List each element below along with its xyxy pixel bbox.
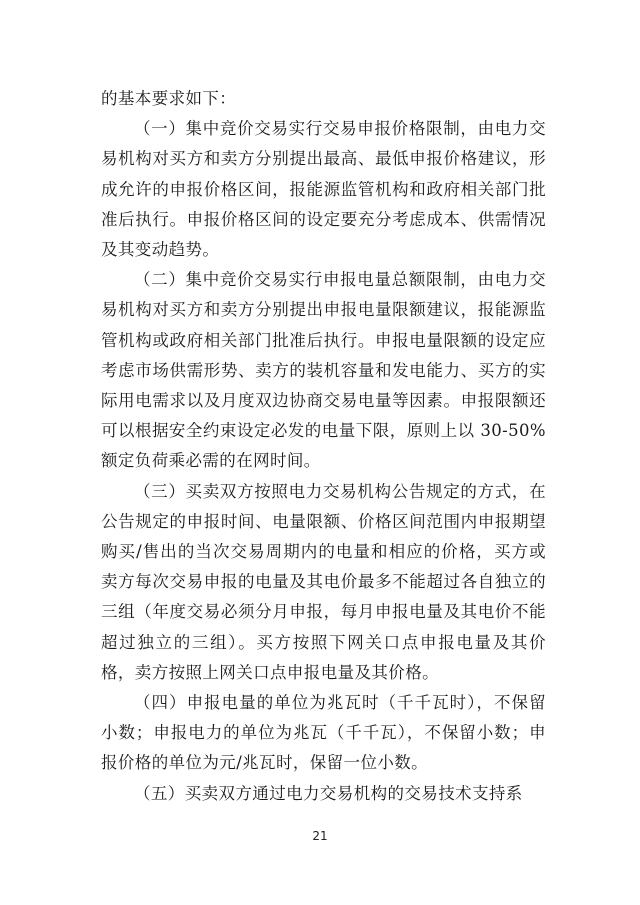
paragraph-item-4-units: （四）申报电量的单位为兆瓦时（千千瓦时），不保留小数；申报电力的单位为兆瓦（千千瓦），不保留小数；申报价格的单位为元/兆瓦时，保留一位小数。 xyxy=(101,693,546,773)
paragraph-item-1-price-limit: （一）集中竞价交易实行交易申报价格限制，由电力交易机构对买方和卖方分别提出最高、最低申报价格建议，形成允许的申报价格区间，报能源监管机构和政府相关部门批准后执行。申报价格区间的设定要充分考虑成本、供需情况及其变动趋势。 xyxy=(101,119,546,260)
paragraph-item-2-volume-limit: （二）集中竞价交易实行申报电量总额限制，由电力交易机构对买方和卖方分别提出申报电量限额建议，报能源监管机构或政府相关部门批准后执行。申报电量限额的设定应考虑市场供需形势、卖方的装机容量和发电能力、买方的实际用电需求以及月度双边协商交易电量等因素。申报限额还可以根据安全约束设定必发的电量下限，原则上以 30-50%额定负荷乘必需的在网时间。 xyxy=(101,270,546,471)
paragraph-intro: 的基本要求如下： xyxy=(101,89,237,108)
paragraph-item-5-system: （五）买卖双方通过电力交易机构的交易技术支持系 xyxy=(134,783,523,803)
paragraph-item-3-bidding: （三）买卖双方按照电力交易机构公告规定的方式，在公告规定的申报时间、电量限额、价格区间范围内申报期望购买/售出的当次交易周期内的电量和相应的价格，买方或卖方每次交易申报的电量及其电价最多不能超过各自独立的三组（年度交易必须分月申报，每月申报电量及其电价不能超过独立的三组）。买方按照下网关口点申报电量及其价格，卖方按照上网关口点申报电量及其价格。 xyxy=(101,481,546,682)
document-body xyxy=(101,84,546,809)
page-number: 21 xyxy=(312,829,328,843)
